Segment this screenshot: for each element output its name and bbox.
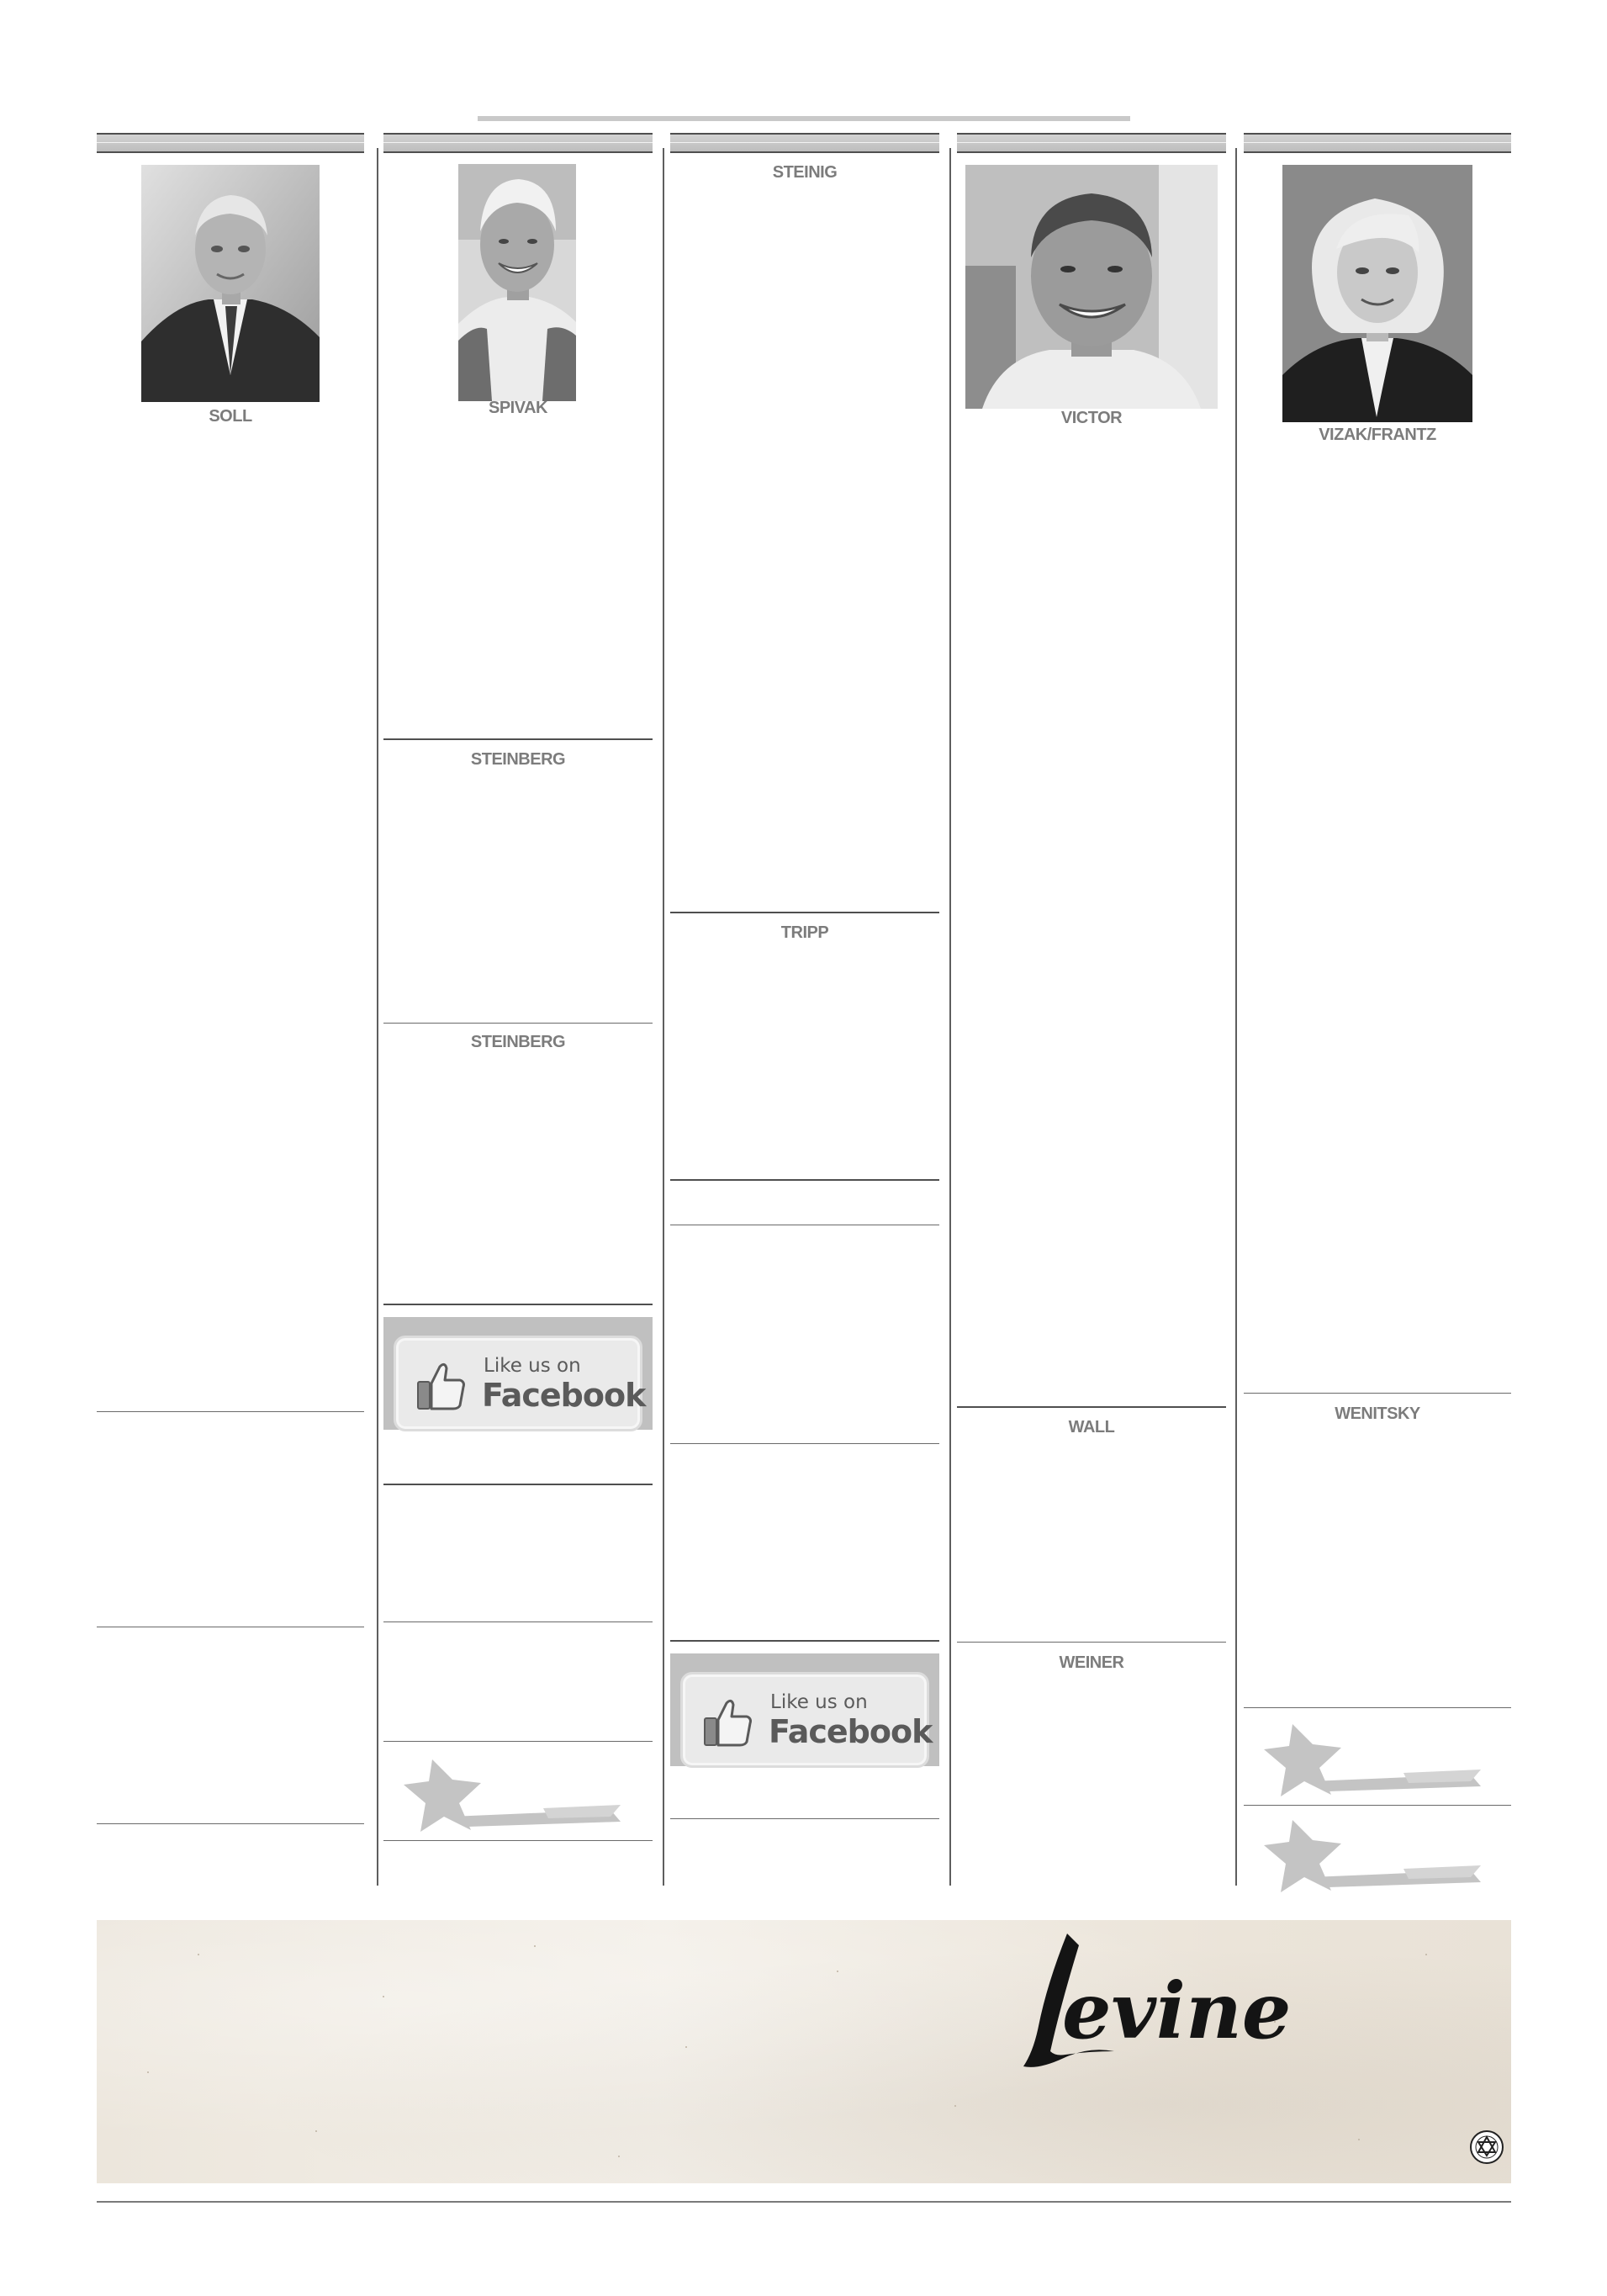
column-3: [670, 133, 939, 1891]
column-header: [1244, 133, 1511, 153]
column-header: [957, 133, 1226, 153]
separator: [383, 1621, 653, 1622]
separator: [1244, 1393, 1511, 1394]
weiner-name: WEINER: [1059, 1653, 1124, 1672]
separator: [383, 1840, 653, 1841]
facebook-promo[interactable]: [383, 1317, 653, 1430]
column-header: [383, 133, 653, 153]
steinig-name: STEINIG: [772, 163, 838, 182]
tripp-name: TRIPP: [780, 923, 829, 942]
column-2: [383, 133, 653, 1891]
vizak-frantz-photo: [1282, 165, 1472, 422]
facebook-promo[interactable]: [670, 1653, 939, 1766]
separator: [670, 912, 939, 913]
facebook-line2: Facebook: [482, 1377, 646, 1414]
separator: [97, 1823, 364, 1824]
wenitsky-name: WENITSKY: [1335, 1405, 1420, 1423]
steinberg-name: STEINBERG: [470, 1033, 566, 1051]
separator: [383, 738, 653, 740]
facebook-line1: Like us on: [484, 1355, 581, 1377]
victor-photo: [965, 165, 1218, 409]
separator: [670, 1179, 939, 1181]
soll-name: SOLL: [209, 407, 252, 426]
column-header: [97, 133, 364, 153]
wall-name: WALL: [1068, 1418, 1115, 1436]
separator: [957, 1642, 1226, 1643]
column-5: [1244, 133, 1511, 1891]
column-header: [670, 133, 939, 153]
column-divider: [663, 148, 664, 1886]
levine-banner: [97, 1920, 1511, 2183]
soll-photo: [141, 165, 320, 402]
separator: [670, 1443, 939, 1444]
separator: [97, 1411, 364, 1412]
star-of-david-icon: [1261, 1815, 1488, 1899]
victor-name: VICTOR: [1060, 409, 1123, 427]
separator: [383, 1023, 653, 1024]
masthead-rule: [478, 116, 1130, 121]
vizak-frantz-name: VIZAK/FRANTZ: [1319, 426, 1436, 444]
star-of-david-icon: [400, 1754, 627, 1838]
separator: [670, 1818, 939, 1819]
separator: [670, 1640, 939, 1642]
facebook-like-button[interactable]: [394, 1336, 646, 1431]
column-1: [97, 133, 364, 1891]
column-divider: [377, 148, 378, 1886]
svg-text:evine: evine: [1062, 1965, 1292, 2056]
spivak-name: SPIVAK: [489, 399, 547, 417]
column-divider: [949, 148, 951, 1886]
steinberg-name: STEINBERG: [470, 750, 566, 769]
spivak-photo: [458, 164, 576, 401]
separator: [383, 1304, 653, 1305]
funeral-seal-icon: [1469, 2129, 1504, 2165]
column-divider: [1235, 148, 1237, 1886]
facebook-line2: Facebook: [769, 1713, 933, 1750]
thumbs-up-icon: [416, 1360, 465, 1410]
separator: [1244, 1805, 1511, 1806]
separator: [957, 1406, 1226, 1408]
thumbs-up-icon: [703, 1696, 752, 1747]
facebook-like-button[interactable]: [680, 1672, 933, 1768]
separator: [1244, 1707, 1511, 1708]
star-of-david-icon: [1261, 1719, 1488, 1803]
separator: [383, 1741, 653, 1742]
footer-rule: [97, 2201, 1511, 2203]
facebook-line1: Like us on: [770, 1691, 868, 1713]
levine-logo: [1013, 1925, 1292, 2076]
column-4: [957, 133, 1226, 1891]
separator: [383, 1484, 653, 1485]
